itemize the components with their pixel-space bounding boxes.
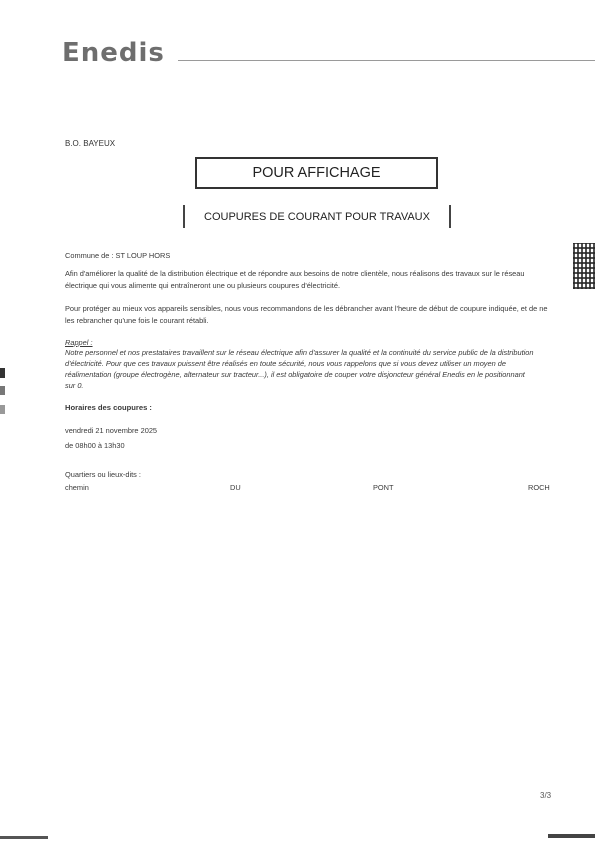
margin-mark	[0, 368, 5, 378]
commune-line: Commune de : ST LOUP HORS	[65, 251, 171, 260]
margin-mark	[0, 386, 5, 395]
margin-mark	[0, 405, 5, 414]
paragraph-protection: Pour protéger au mieux vos appareils sensibles, nous vous recommandons de les débrancher avant l'heure de début de coupure indiquée, et de ne les rebrancher qu'une fois le courant rétabli.	[65, 304, 548, 325]
outage-date: vendredi 21 novembre 2025	[65, 426, 158, 435]
rappel-label: Rappel :	[65, 338, 93, 347]
horaires-label: Horaires des coupures :	[65, 403, 152, 412]
quartiers-label: Quartiers ou lieux-dits :	[65, 470, 141, 479]
rappel-text: Notre personnel et nos prestataires travaillent sur le réseau électrique afin d'assurer la qualité et la continuité du service public de la distribution d'électricité. Pour que ces travaux puissent être réalisés en toute sécurité, nous vous rappelons que si vous devez utiliser un moyen de réalimentation (groupe électrogène, alternateur sur tracteur...), il est obligatoire de couper votre disjoncteur général Enedis en le positionnant sur 0.	[65, 348, 534, 390]
outage-time: de 08h00 à 13h30	[65, 441, 125, 450]
subtitle-box	[183, 205, 451, 228]
paragraph-intro: Afin d'améliorer la qualité de la distribution électrique et de répondre aux besoins de notre clientèle, nous réalisons des travaux sur le réseau électrique qui vous alimente qui entraîneront une ou plusieurs coupures d'électricité.	[65, 269, 525, 290]
subtitle-text: COUPURES DE COURANT POUR TRAVAUX	[204, 210, 430, 223]
location-item: DU	[230, 483, 241, 492]
footer-rule-left	[0, 836, 48, 839]
header-rule	[178, 60, 595, 61]
location-item: chemin	[65, 483, 89, 492]
location-item: PONT	[373, 483, 394, 492]
qr-code-icon	[573, 243, 595, 289]
enedis-logo: Enedis	[62, 38, 165, 68]
page-number: 3/3	[540, 791, 552, 800]
title-text: POUR AFFICHAGE	[252, 165, 381, 181]
title-box	[195, 157, 438, 189]
footer-rule-right	[548, 834, 595, 838]
office-label: B.O. BAYEUX	[65, 139, 116, 148]
location-item: ROCH	[528, 483, 550, 492]
